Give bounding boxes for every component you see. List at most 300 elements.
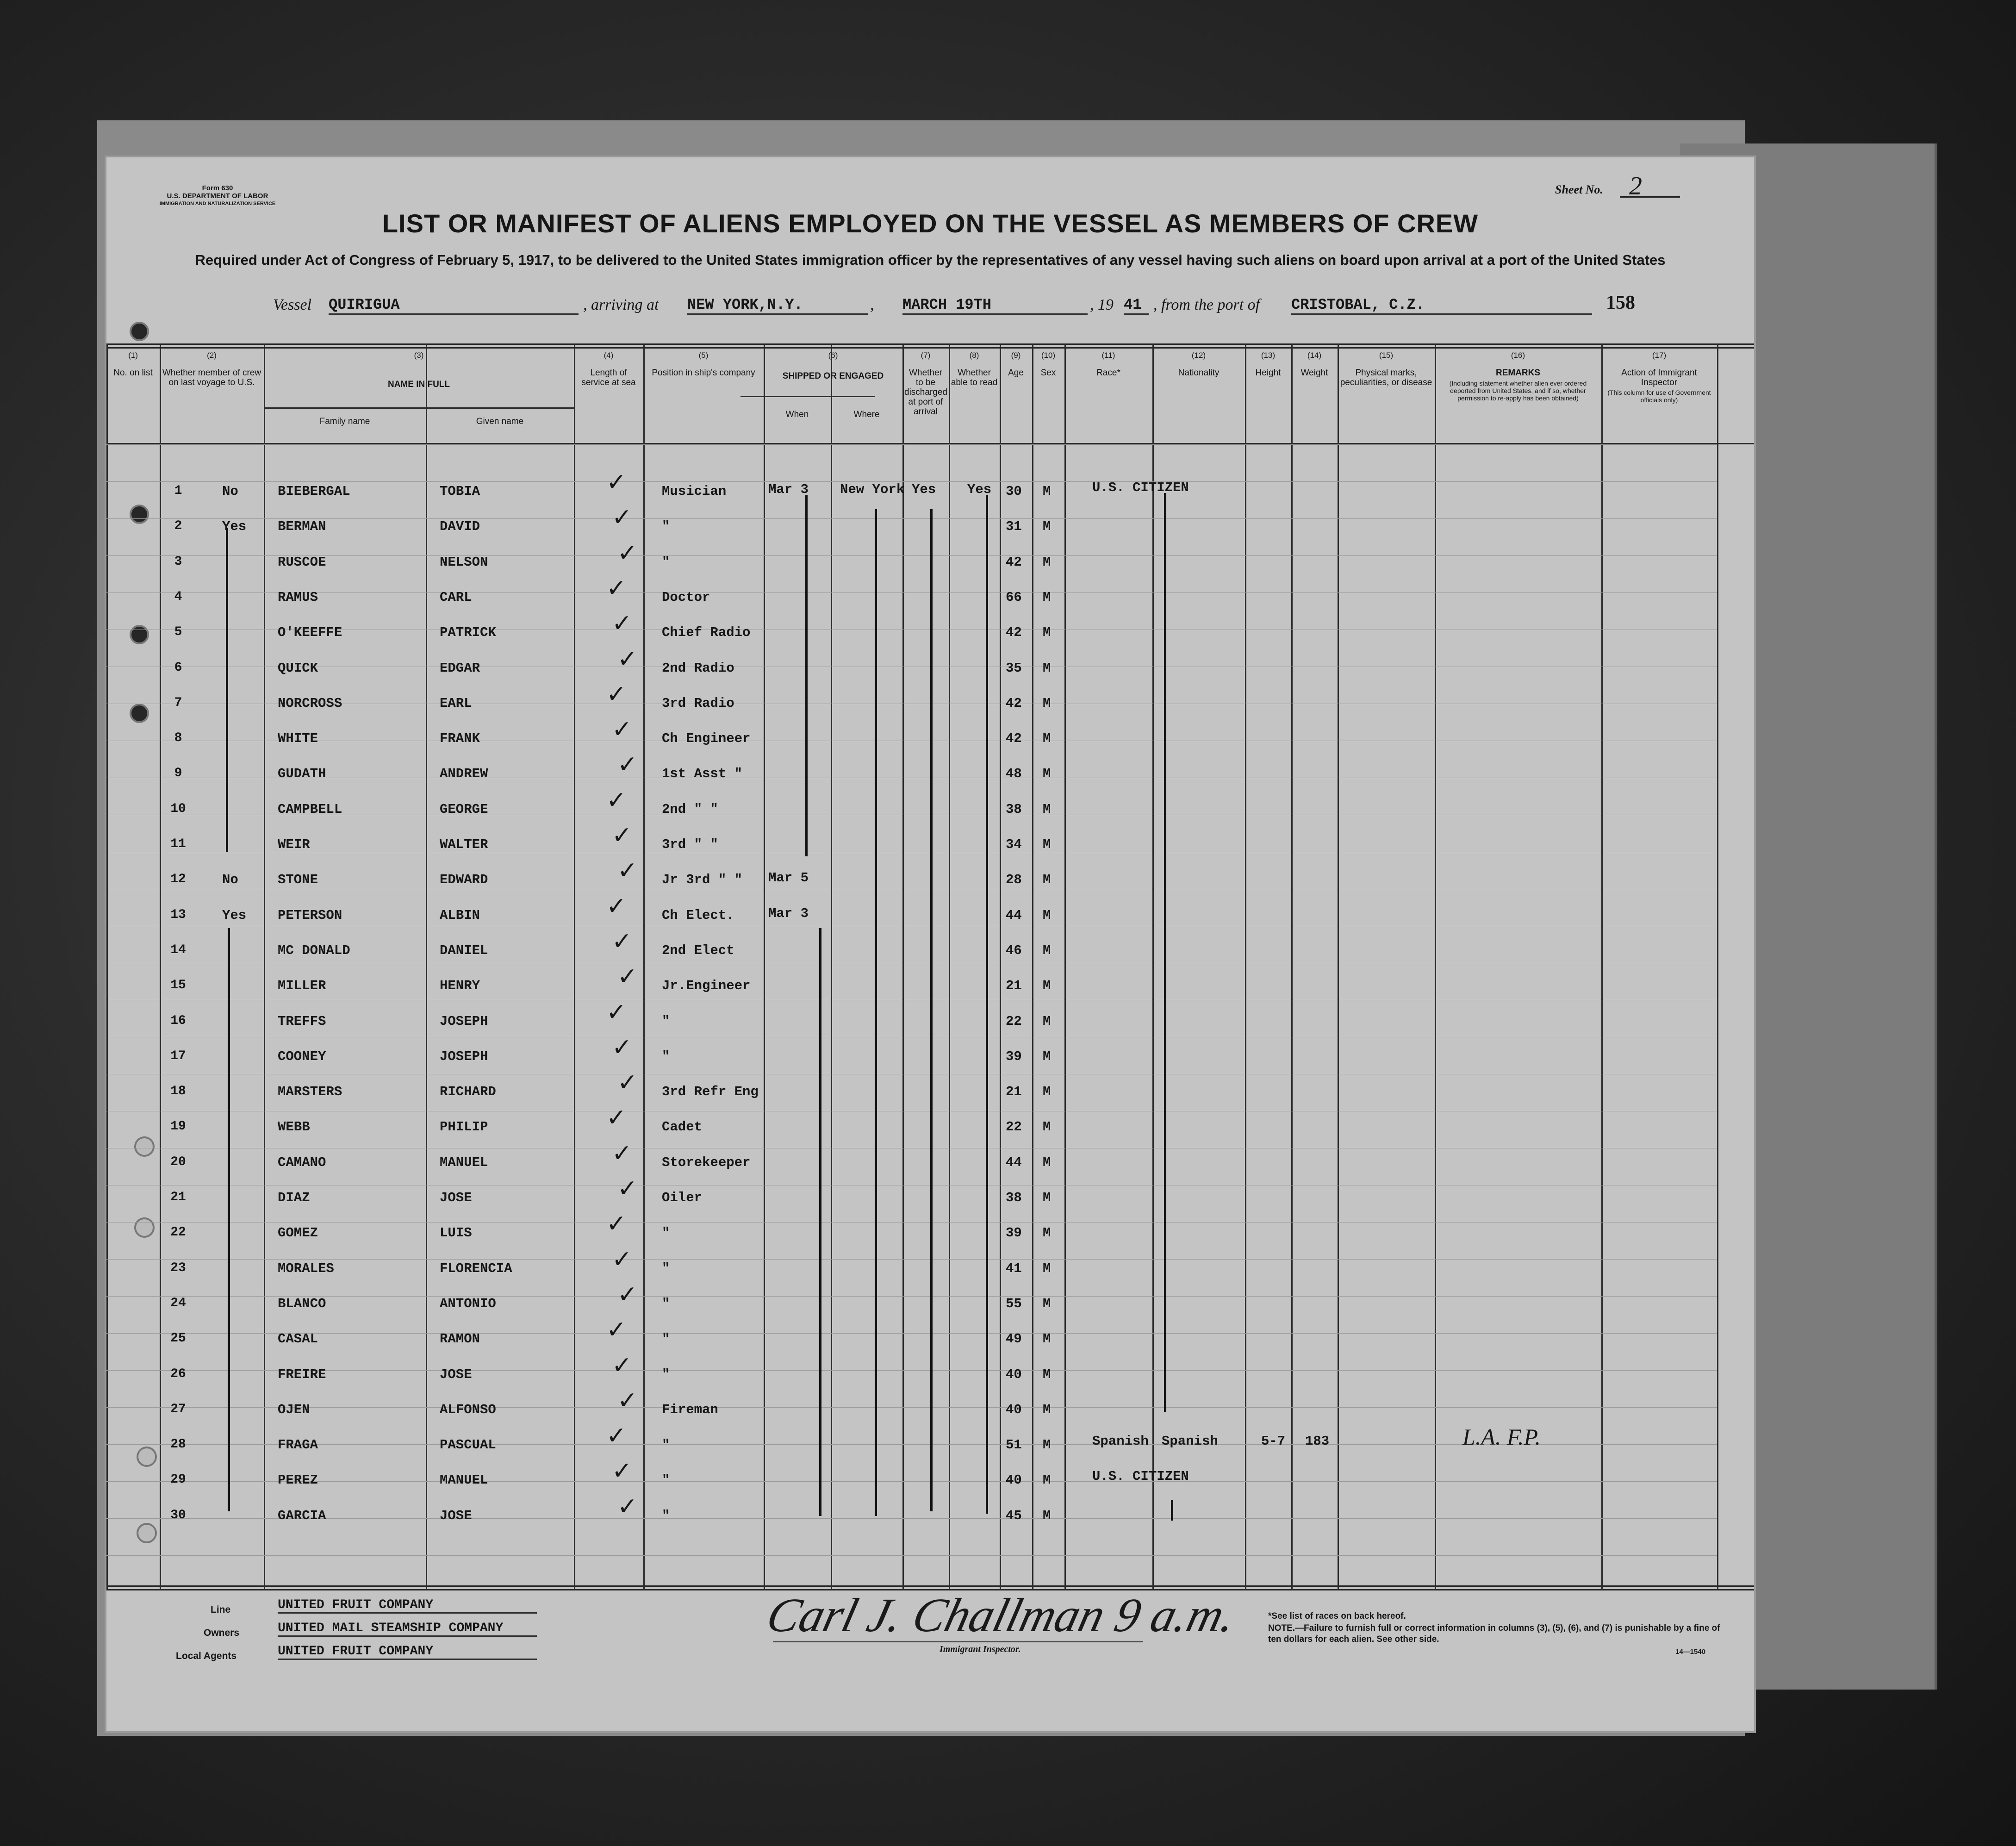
position: 3rd Radio bbox=[662, 695, 734, 711]
sex: M bbox=[1043, 1260, 1051, 1276]
age: 38 bbox=[1006, 801, 1022, 817]
family-name: MC DONALD bbox=[278, 942, 350, 958]
column-rule bbox=[1435, 343, 1436, 1589]
sex: M bbox=[1043, 1437, 1051, 1453]
year-suffix: 41 bbox=[1124, 296, 1149, 315]
family-name: FREIRE bbox=[278, 1366, 326, 1382]
age: 22 bbox=[1006, 1119, 1022, 1135]
ditto-bracket bbox=[805, 495, 808, 856]
position: " bbox=[662, 519, 670, 535]
position: Storekeeper bbox=[662, 1154, 751, 1170]
column-header-c9: Age bbox=[1008, 368, 1024, 378]
age: 49 bbox=[1006, 1331, 1022, 1347]
age: 44 bbox=[1006, 907, 1022, 923]
signature-line bbox=[773, 1641, 1143, 1642]
name-split-rule bbox=[264, 407, 574, 409]
column-rule bbox=[1601, 343, 1603, 1589]
sex: M bbox=[1043, 731, 1051, 747]
race: U.S. CITIZEN bbox=[1092, 1469, 1189, 1484]
able-to-read: Yes bbox=[967, 482, 992, 497]
footnote-races: *See list of races on back hereof. bbox=[1268, 1611, 1406, 1621]
sex: M bbox=[1043, 1048, 1051, 1064]
position: " bbox=[662, 1260, 670, 1276]
punch-hole bbox=[130, 704, 149, 723]
sheet-number-label: Sheet No. bbox=[1555, 183, 1603, 196]
column-number: (9) bbox=[1011, 351, 1021, 360]
line-value: UNITED FRUIT COMPANY bbox=[278, 1598, 537, 1614]
column-number: (2) bbox=[207, 351, 217, 360]
ditto-bracket bbox=[1171, 1500, 1173, 1521]
row-number: 16 bbox=[170, 1013, 186, 1028]
position: " bbox=[662, 1437, 670, 1453]
sex: M bbox=[1043, 589, 1051, 605]
manifest-title: LIST OR MANIFEST OF ALIENS EMPLOYED ON THE VESSEL AS MEMBERS OF CREW bbox=[382, 209, 1479, 238]
race: Spanish bbox=[1092, 1434, 1149, 1449]
shipped-when: Mar 5 bbox=[768, 870, 809, 886]
weight: 183 bbox=[1305, 1434, 1330, 1449]
row-number: 1 bbox=[174, 484, 182, 498]
position: Ch Elect. bbox=[662, 907, 734, 923]
age: 28 bbox=[1006, 872, 1022, 888]
row-rule bbox=[106, 592, 1717, 593]
column-rule bbox=[764, 343, 765, 1589]
family-name: FRAGA bbox=[278, 1437, 318, 1453]
sex: M bbox=[1043, 1331, 1051, 1347]
family-name: BERMAN bbox=[278, 519, 326, 535]
given-name: PHILIP bbox=[440, 1119, 488, 1135]
column-rule bbox=[1245, 343, 1246, 1589]
position: " bbox=[662, 554, 670, 570]
service-check-mark: ✓ bbox=[617, 752, 638, 779]
sex: M bbox=[1043, 942, 1051, 958]
service-check-mark: ✓ bbox=[617, 964, 638, 991]
ditto-bracket bbox=[875, 509, 877, 1516]
sex: M bbox=[1043, 766, 1051, 782]
row-rule bbox=[106, 1370, 1717, 1371]
row-number: 24 bbox=[170, 1296, 186, 1310]
family-name: STONE bbox=[278, 872, 318, 888]
arriving-port: NEW YORK,N.Y. bbox=[687, 296, 868, 315]
given-name: HENRY bbox=[440, 978, 480, 994]
column-number: (10) bbox=[1041, 351, 1056, 360]
position: Jr 3rd " " bbox=[662, 872, 743, 888]
footnote-penalty: NOTE.—Failure to furnish full or correct information in columns (3), (5), (6), and (7) is punishable by a fine of ten dollars for each alien. See other side. bbox=[1268, 1623, 1720, 1644]
column-number: (5) bbox=[698, 351, 709, 360]
column-rule bbox=[643, 343, 645, 1589]
family-name: WEIR bbox=[278, 837, 310, 852]
position: " bbox=[662, 1366, 670, 1382]
family-name: CAMANO bbox=[278, 1154, 326, 1170]
sex: M bbox=[1043, 1084, 1051, 1100]
position: " bbox=[662, 1472, 670, 1488]
column-header-remarks-note: (Including statement whether alien ever ordered deported from United States, and if so, whether permission to re-apply has been obtained) bbox=[1449, 380, 1587, 402]
row-number: 2 bbox=[174, 519, 182, 534]
row-number: 3 bbox=[174, 554, 182, 569]
family-name: PETERSON bbox=[278, 907, 342, 923]
row-rule bbox=[106, 1259, 1717, 1260]
age: 39 bbox=[1006, 1225, 1022, 1241]
sex: M bbox=[1043, 695, 1051, 711]
given-name: EDWARD bbox=[440, 872, 488, 888]
column-rule bbox=[264, 343, 265, 1589]
service-check-mark: ✓ bbox=[606, 575, 627, 602]
row-number: 26 bbox=[170, 1366, 186, 1381]
family-name: CAMPBELL bbox=[278, 801, 342, 817]
comma: , bbox=[870, 296, 874, 313]
given-name: EDGAR bbox=[440, 660, 480, 676]
column-header-name: NAME IN FULL bbox=[387, 380, 450, 389]
given-name: LUIS bbox=[440, 1225, 472, 1241]
sex: M bbox=[1043, 1119, 1051, 1135]
service-check-mark: ✓ bbox=[612, 1352, 632, 1379]
punch-hole bbox=[130, 505, 149, 524]
family-name: GOMEZ bbox=[278, 1225, 318, 1241]
sex: M bbox=[1043, 1225, 1051, 1241]
position: " bbox=[662, 1508, 670, 1523]
row-number: 15 bbox=[170, 978, 186, 993]
arrival-date: MARCH 19TH bbox=[902, 296, 1088, 315]
column-header-c13: Height bbox=[1255, 368, 1281, 378]
age: 40 bbox=[1006, 1366, 1022, 1382]
column-header-c2: Whether member of crew on last voyage to U.S. bbox=[162, 368, 261, 387]
age: 40 bbox=[1006, 1472, 1022, 1488]
from-port: CRISTOBAL, C.Z. bbox=[1291, 296, 1592, 315]
family-name: MORALES bbox=[278, 1260, 334, 1276]
column-number: (15) bbox=[1379, 351, 1394, 360]
form-number: Form 630 bbox=[202, 184, 233, 192]
service-check-mark: ✓ bbox=[612, 611, 632, 637]
column-header-remarks: REMARKS bbox=[1495, 368, 1541, 378]
family-name: DIAZ bbox=[278, 1190, 310, 1205]
column-rule bbox=[902, 343, 904, 1589]
given-name: DANIEL bbox=[440, 942, 488, 958]
given-name: ALFONSO bbox=[440, 1402, 496, 1417]
service-check-mark: ✓ bbox=[612, 1140, 632, 1167]
service-check-mark: ✓ bbox=[606, 1105, 627, 1132]
column-header-c5: Position in ship's company bbox=[652, 368, 755, 378]
column-header-where: Where bbox=[853, 410, 880, 419]
column-header-c10: Sex bbox=[1040, 368, 1056, 378]
owners-label: Owners bbox=[204, 1628, 240, 1638]
ditto-bracket bbox=[226, 528, 228, 852]
position: Musician bbox=[662, 484, 727, 499]
position: Jr.Engineer bbox=[662, 978, 751, 994]
row-number: 27 bbox=[170, 1402, 186, 1416]
column-header-c8: Whether able to read bbox=[951, 368, 998, 387]
age: 21 bbox=[1006, 1084, 1022, 1100]
column-rule bbox=[1338, 343, 1339, 1589]
remarks-handwritten: L.A. F.P. bbox=[1462, 1424, 1541, 1450]
punch-hole bbox=[134, 1217, 155, 1238]
family-name: RAMUS bbox=[278, 589, 318, 605]
row-number: 22 bbox=[170, 1225, 186, 1240]
age: 35 bbox=[1006, 660, 1022, 676]
age: 48 bbox=[1006, 766, 1022, 782]
service-check-mark: ✓ bbox=[606, 469, 627, 496]
punch-hole bbox=[130, 625, 149, 644]
row-rule bbox=[106, 1518, 1717, 1519]
column-number: (1) bbox=[128, 351, 138, 360]
race: U.S. CITIZEN bbox=[1092, 480, 1189, 495]
column-rule bbox=[1064, 343, 1066, 1589]
nationality: Spanish bbox=[1162, 1434, 1218, 1449]
sex: M bbox=[1043, 1013, 1051, 1029]
given-name: MANUEL bbox=[440, 1154, 488, 1170]
column-number: (16) bbox=[1511, 351, 1525, 360]
column-number: (7) bbox=[921, 351, 931, 360]
row-number: 11 bbox=[170, 837, 186, 851]
service-check-mark: ✓ bbox=[612, 1034, 632, 1061]
family-name: O'KEEFFE bbox=[278, 625, 342, 641]
sex: M bbox=[1043, 978, 1051, 994]
family-name: COONEY bbox=[278, 1048, 326, 1064]
column-header-action-note: (This column for use of Government officials only) bbox=[1607, 389, 1711, 404]
column-rule bbox=[1717, 343, 1718, 1589]
column-number: (6) bbox=[828, 351, 838, 360]
position: " bbox=[662, 1013, 670, 1029]
sheet-number-value: 2 bbox=[1629, 172, 1642, 200]
service-check-mark: ✓ bbox=[617, 1493, 638, 1520]
age: 44 bbox=[1006, 1154, 1022, 1170]
age: 42 bbox=[1006, 695, 1022, 711]
column-header-action: Action of Immigrant Inspector bbox=[1621, 368, 1697, 387]
table-top-rule-2 bbox=[106, 347, 1754, 349]
family-name: GARCIA bbox=[278, 1508, 326, 1523]
row-number: 19 bbox=[170, 1119, 186, 1134]
row-rule bbox=[106, 555, 1717, 556]
given-name: CARL bbox=[440, 589, 472, 605]
local-agents-value: UNITED FRUIT COMPANY bbox=[278, 1644, 537, 1660]
ditto-bracket bbox=[228, 928, 230, 1511]
column-header-c14: Weight bbox=[1300, 368, 1328, 378]
column-number: (8) bbox=[969, 351, 979, 360]
service-check-mark: ✓ bbox=[606, 787, 627, 814]
ditto-bracket bbox=[930, 509, 933, 1511]
row-number: 25 bbox=[170, 1331, 186, 1346]
manifest-form bbox=[106, 157, 1754, 1731]
position: " bbox=[662, 1296, 670, 1311]
punch-hole bbox=[137, 1447, 157, 1467]
manifest-number: 158 bbox=[1606, 292, 1635, 313]
from-port-label: , from the port of bbox=[1153, 296, 1260, 313]
column-rule bbox=[1152, 343, 1154, 1589]
form-id-block bbox=[157, 184, 278, 208]
sex: M bbox=[1043, 519, 1051, 535]
family-name: OJEN bbox=[278, 1402, 310, 1417]
family-name: BIEBERGAL bbox=[278, 484, 350, 499]
row-number: 21 bbox=[170, 1190, 186, 1204]
line-label: Line bbox=[211, 1604, 231, 1615]
local-agents-label: Local Agents bbox=[176, 1651, 237, 1661]
ditto-bracket bbox=[819, 928, 821, 1516]
row-rule bbox=[106, 1555, 1717, 1556]
service-check-mark: ✓ bbox=[606, 1211, 627, 1238]
given-name: MANUEL bbox=[440, 1472, 488, 1488]
row-number: 8 bbox=[174, 731, 182, 746]
row-rule bbox=[106, 1296, 1717, 1297]
age: 42 bbox=[1006, 731, 1022, 747]
column-header-shipped: SHIPPED OR ENGAGED bbox=[782, 371, 884, 381]
service-check-mark: ✓ bbox=[606, 681, 627, 708]
row-number: 13 bbox=[170, 907, 186, 922]
shipped-when: Mar 3 bbox=[768, 905, 809, 921]
column-header-c1: No. on list bbox=[113, 368, 153, 378]
age: 55 bbox=[1006, 1296, 1022, 1311]
last-voyage: No bbox=[222, 872, 238, 888]
age: 42 bbox=[1006, 554, 1022, 570]
position: Chief Radio bbox=[662, 625, 751, 641]
sex: M bbox=[1043, 660, 1051, 676]
sex: M bbox=[1043, 1190, 1051, 1205]
given-name: FLORENCIA bbox=[440, 1260, 512, 1276]
vessel-label: Vessel bbox=[273, 296, 312, 313]
given-name: ANTONIO bbox=[440, 1296, 496, 1311]
column-number: (11) bbox=[1101, 351, 1115, 360]
column-rule bbox=[1000, 343, 1001, 1589]
position: 3rd " " bbox=[662, 837, 718, 852]
family-name: QUICK bbox=[278, 660, 318, 676]
family-name: WHITE bbox=[278, 731, 318, 747]
punch-hole bbox=[134, 1136, 155, 1157]
column-rule bbox=[426, 343, 427, 1589]
position: " bbox=[662, 1331, 670, 1347]
owners-value: UNITED MAIL STEAMSHIP COMPANY bbox=[278, 1621, 537, 1637]
service-check-mark: ✓ bbox=[617, 1176, 638, 1202]
row-number: 18 bbox=[170, 1084, 186, 1099]
column-rule bbox=[574, 343, 575, 1589]
row-number: 6 bbox=[174, 660, 182, 675]
ditto-bracket bbox=[1164, 493, 1166, 1412]
age: 22 bbox=[1006, 1013, 1022, 1029]
inspector-signature: Carl J. Challman 9 a.m. bbox=[761, 1589, 1242, 1642]
sex: M bbox=[1043, 1402, 1051, 1417]
sheet-number-underline bbox=[1620, 196, 1680, 198]
sex: M bbox=[1043, 907, 1051, 923]
age: 66 bbox=[1006, 589, 1022, 605]
inspector-label: Immigrant Inspector. bbox=[940, 1644, 1021, 1654]
given-name: TOBIA bbox=[440, 484, 480, 499]
given-name: JOSE bbox=[440, 1508, 472, 1523]
sex: M bbox=[1043, 1508, 1051, 1523]
last-voyage: No bbox=[222, 484, 238, 499]
row-number: 14 bbox=[170, 942, 186, 957]
position: " bbox=[662, 1048, 670, 1064]
sex: M bbox=[1043, 484, 1051, 499]
punch-hole bbox=[137, 1523, 157, 1543]
column-rule bbox=[831, 343, 832, 1589]
vessel-name: QUIRIGUA bbox=[329, 296, 579, 315]
given-name: WALTER bbox=[440, 837, 488, 852]
row-number: 30 bbox=[170, 1508, 186, 1522]
family-name: RUSCOE bbox=[278, 554, 326, 570]
service-check-mark: ✓ bbox=[606, 1423, 627, 1450]
given-name: NELSON bbox=[440, 554, 488, 570]
shipped-split-rule bbox=[740, 396, 875, 397]
column-rule bbox=[1032, 343, 1033, 1589]
sex: M bbox=[1043, 1472, 1051, 1488]
given-name: RAMON bbox=[440, 1331, 480, 1347]
sex: M bbox=[1043, 1154, 1051, 1170]
sex: M bbox=[1043, 625, 1051, 641]
age: 31 bbox=[1006, 519, 1022, 535]
row-rule bbox=[106, 1481, 1717, 1482]
sex: M bbox=[1043, 1296, 1051, 1311]
row-rule bbox=[106, 1333, 1717, 1334]
sex: M bbox=[1043, 801, 1051, 817]
column-header-family-name: Family name bbox=[319, 417, 370, 426]
column-number: (4) bbox=[604, 351, 614, 360]
age: 40 bbox=[1006, 1402, 1022, 1417]
column-number: (3) bbox=[414, 351, 424, 360]
column-number: (12) bbox=[1191, 351, 1206, 360]
family-name: MARSTERS bbox=[278, 1084, 342, 1100]
family-name: MILLER bbox=[278, 978, 326, 994]
shipped-when: Mar 3 bbox=[768, 482, 809, 497]
row-number: 17 bbox=[170, 1048, 186, 1063]
row-number: 5 bbox=[174, 625, 182, 640]
given-name: JOSEPH bbox=[440, 1048, 488, 1064]
column-rule bbox=[160, 343, 161, 1589]
given-name: PATRICK bbox=[440, 625, 496, 641]
family-name: CASAL bbox=[278, 1331, 318, 1347]
row-number: 4 bbox=[174, 589, 182, 604]
given-name: ALBIN bbox=[440, 907, 480, 923]
service-check-mark: ✓ bbox=[612, 928, 632, 955]
row-number: 20 bbox=[170, 1154, 186, 1169]
shipped-where: New York bbox=[840, 482, 905, 497]
punch-hole bbox=[130, 322, 149, 341]
service-check-mark: ✓ bbox=[612, 823, 632, 849]
service-check-mark: ✓ bbox=[606, 999, 627, 1026]
position: Fireman bbox=[662, 1402, 718, 1417]
given-name: JOSE bbox=[440, 1190, 472, 1205]
service-check-mark: ✓ bbox=[606, 893, 627, 920]
column-header-given-name: Given name bbox=[476, 417, 524, 426]
given-name: JOSE bbox=[440, 1366, 472, 1382]
height: 5-7 bbox=[1261, 1434, 1286, 1449]
ditto-bracket bbox=[986, 495, 988, 1514]
row-rule bbox=[106, 444, 1717, 445]
family-name: GUDATH bbox=[278, 766, 326, 782]
family-name: NORCROSS bbox=[278, 695, 342, 711]
column-rule bbox=[949, 343, 950, 1589]
column-rule bbox=[106, 343, 108, 1589]
column-header-c7: Whether to be discharged at port of arrival bbox=[904, 368, 947, 417]
service-check-mark: ✓ bbox=[612, 505, 632, 531]
family-name: BLANCO bbox=[278, 1296, 326, 1311]
position: 2nd Elect bbox=[662, 942, 734, 958]
row-number: 29 bbox=[170, 1472, 186, 1487]
service-check-mark: ✓ bbox=[617, 1387, 638, 1414]
age: 46 bbox=[1006, 942, 1022, 958]
table-bottom-rule bbox=[106, 1585, 1754, 1587]
manifest-subtitle: Required under Act of Congress of February 5, 1917, to be delivered to the United States immigration officer by the representatives of any vessel having such aliens on board upon arrival at a port of the United States bbox=[195, 252, 1666, 268]
given-name: RICHARD bbox=[440, 1084, 496, 1100]
service-check-mark: ✓ bbox=[617, 646, 638, 673]
position: 2nd " " bbox=[662, 801, 718, 817]
service-check-mark: ✓ bbox=[612, 1458, 632, 1485]
position: " bbox=[662, 1225, 670, 1241]
column-number: (14) bbox=[1307, 351, 1322, 360]
given-name: PASCUAL bbox=[440, 1437, 496, 1453]
service-check-mark: ✓ bbox=[617, 540, 638, 567]
year-prefix: , 19 bbox=[1090, 296, 1114, 313]
position: 2nd Radio bbox=[662, 660, 734, 676]
service-check-mark: ✓ bbox=[617, 858, 638, 885]
row-number: 7 bbox=[174, 695, 182, 710]
column-header-c12: Nationality bbox=[1178, 368, 1220, 378]
service-check-mark: ✓ bbox=[606, 1317, 627, 1344]
